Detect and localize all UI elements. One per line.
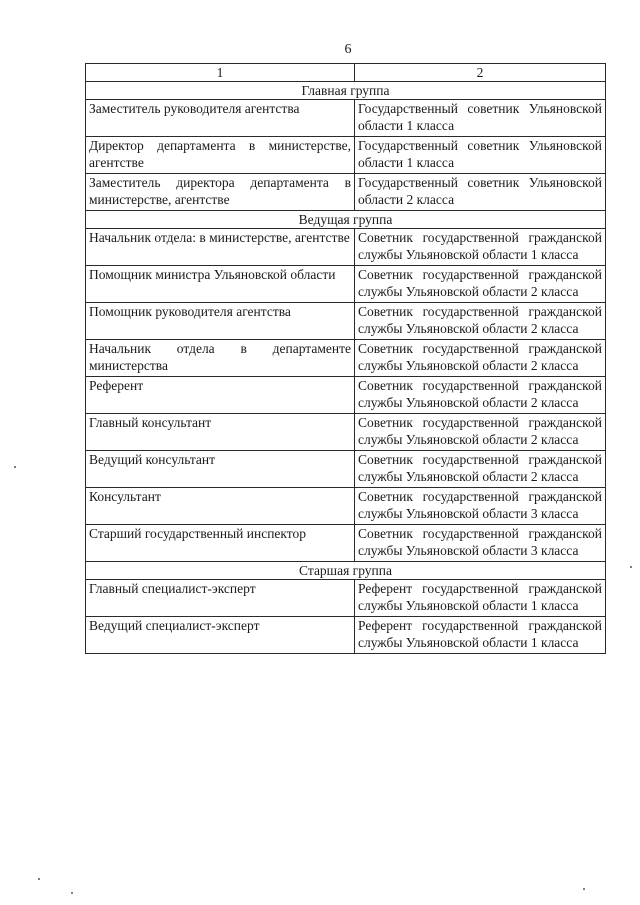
rank-cell: Государственный советник Ульяновской области 1 класса	[355, 137, 606, 174]
scan-speck	[38, 878, 40, 880]
rank-cell: Государственный советник Ульяновской области 1 класса	[355, 100, 606, 137]
rank-table-body	[86, 64, 606, 654]
rank-cell: Государственный советник Ульяновской области 2 класса	[355, 174, 606, 211]
position-cell: Референт	[86, 377, 355, 414]
rank-cell: Советник государственной гражданской службы Ульяновской области 3 класса	[355, 525, 606, 562]
position-cell: Начальник отдела в департаменте министерства	[86, 340, 355, 377]
table-row	[86, 580, 606, 617]
group-title: Главная группа	[86, 82, 606, 100]
table-row	[86, 303, 606, 340]
position-cell: Помощник руководителя агентства	[86, 303, 355, 340]
table-row	[86, 266, 606, 303]
rank-cell: Советник государственной гражданской службы Ульяновской области 3 класса	[355, 488, 606, 525]
rank-cell: Референт государственной гражданской службы Ульяновской области 1 класса	[355, 580, 606, 617]
table-row	[86, 617, 606, 654]
table-row	[86, 100, 606, 137]
scan-speck	[583, 888, 585, 890]
group-title: Старшая группа	[86, 562, 606, 580]
table-row	[86, 174, 606, 211]
table-row	[86, 137, 606, 174]
column-header-2: 2	[355, 64, 606, 82]
table-row	[86, 414, 606, 451]
rank-cell: Советник государственной гражданской службы Ульяновской области 2 класса	[355, 377, 606, 414]
scan-speck	[71, 892, 73, 894]
position-cell: Заместитель директора департамента в министерстве, агентстве	[86, 174, 355, 211]
table-row	[86, 340, 606, 377]
table-row	[86, 488, 606, 525]
group-title: Ведущая группа	[86, 211, 606, 229]
table-row	[86, 451, 606, 488]
rank-table	[85, 63, 606, 654]
position-cell: Помощник министра Ульяновской области	[86, 266, 355, 303]
position-cell: Директор департамента в министерстве, агентстве	[86, 137, 355, 174]
table-row	[86, 525, 606, 562]
group-header-row	[86, 562, 606, 580]
table-row	[86, 377, 606, 414]
position-cell: Консультант	[86, 488, 355, 525]
page-number: 6	[344, 42, 352, 57]
rank-cell: Советник государственной гражданской службы Ульяновской области 2 класса	[355, 414, 606, 451]
rank-cell: Советник государственной гражданской службы Ульяновской области 2 класса	[355, 451, 606, 488]
position-cell: Ведущий специалист-эксперт	[86, 617, 355, 654]
position-cell: Главный специалист-эксперт	[86, 580, 355, 617]
position-cell: Ведущий консультант	[86, 451, 355, 488]
column-header-1: 1	[86, 64, 355, 82]
position-cell: Заместитель руководителя агентства	[86, 100, 355, 137]
position-cell: Главный консультант	[86, 414, 355, 451]
rank-cell: Советник государственной гражданской службы Ульяновской области 2 класса	[355, 303, 606, 340]
rank-cell: Советник государственной гражданской службы Ульяновской области 1 класса	[355, 229, 606, 266]
column-header-row	[86, 64, 606, 82]
scan-speck	[630, 566, 632, 568]
scan-speck	[14, 466, 16, 468]
rank-cell: Советник государственной гражданской службы Ульяновской области 2 класса	[355, 266, 606, 303]
position-cell: Старший государственный инспектор	[86, 525, 355, 562]
position-cell: Начальник отдела: в министерстве, агентстве	[86, 229, 355, 266]
rank-cell: Советник государственной гражданской службы Ульяновской области 2 класса	[355, 340, 606, 377]
rank-cell: Референт государственной гражданской службы Ульяновской области 1 класса	[355, 617, 606, 654]
group-header-row	[86, 211, 606, 229]
table-row	[86, 229, 606, 266]
group-header-row	[86, 82, 606, 100]
